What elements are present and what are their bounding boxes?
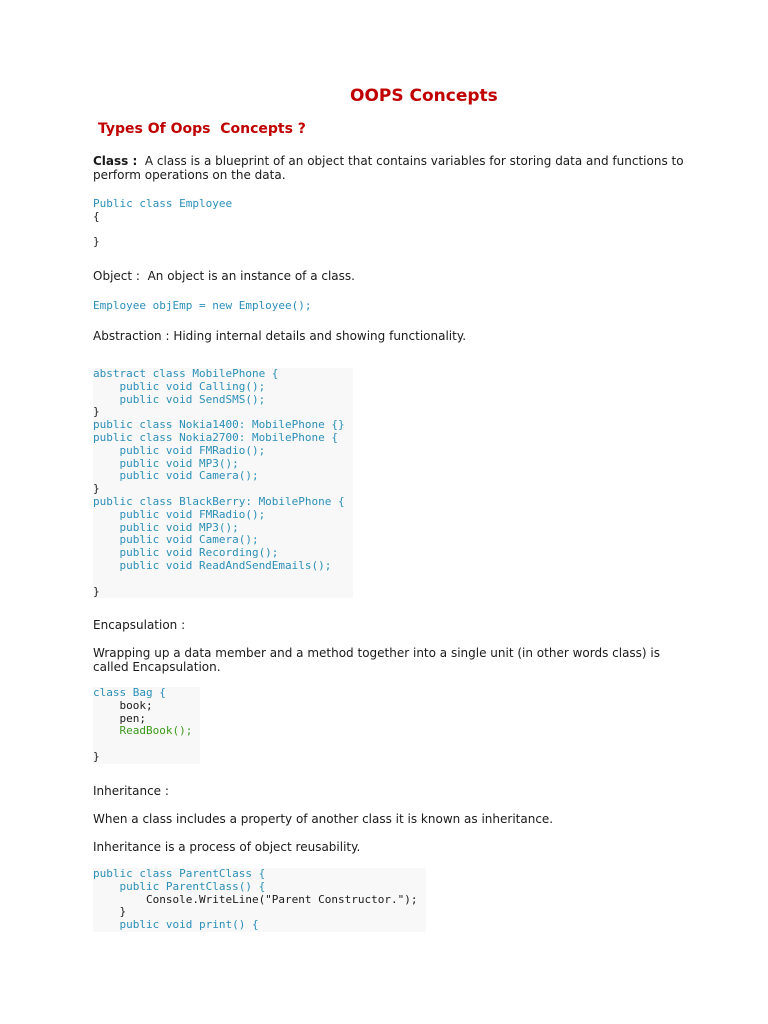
object-definition: Object : An object is an instance of a class. <box>93 269 355 283</box>
class-code-block <box>93 198 232 249</box>
inheritance-heading: Inheritance : <box>93 784 169 798</box>
abstraction-definition: Abstraction : Hiding internal details and showing functionality. <box>93 329 467 343</box>
encapsulation-code-block <box>93 687 200 764</box>
encapsulation-definition <box>93 647 693 674</box>
class-text-line2: perform operations on the data. <box>93 167 286 182</box>
encapsulation-heading: Encapsulation : <box>93 618 186 632</box>
code-line: public void SendSMS(); <box>93 392 266 406</box>
abstraction-code-block <box>93 368 353 598</box>
encapsulation-text-line2: called Encapsulation. <box>93 659 221 674</box>
code-line <box>93 738 192 751</box>
code-line: public class Nokia1400: MobilePhone {} <box>93 418 345 432</box>
class-text-line1: A class is a blueprint of an object that contains variables for storing data and functions to <box>137 154 684 168</box>
class-definition <box>93 155 693 182</box>
code-line <box>93 224 232 237</box>
code-line: ReadBook(); <box>93 724 193 738</box>
code-line: Console.WriteLine("Parent Constructor."); <box>93 892 418 906</box>
code-line: public void Camera(); <box>93 469 259 483</box>
inheritance-code-block <box>93 868 426 932</box>
code-line: abstract class MobilePhone { <box>93 367 279 380</box>
code-line: public void FMRadio(); <box>93 507 266 521</box>
code-line: Employee objEmp = new Employee(); <box>93 299 312 312</box>
code-line <box>93 573 345 586</box>
code-line: public void Calling(); <box>93 379 266 393</box>
code-line: } <box>93 482 100 496</box>
object-code-block <box>93 300 312 313</box>
code-line: } <box>93 749 100 763</box>
code-line: { <box>93 209 100 223</box>
encapsulation-text-line1: Wrapping up a data member and a method together into a single unit (in other words class) is <box>93 646 661 660</box>
code-line: public void MP3(); <box>93 456 239 470</box>
code-line: pen; <box>93 711 146 725</box>
code-line: public void Camera(); <box>93 533 259 547</box>
code-line: Public class Employee <box>93 197 233 210</box>
code-line: public void FMRadio(); <box>93 443 266 457</box>
code-line: public void print() { <box>93 918 259 932</box>
code-line: } <box>93 905 127 919</box>
code-line: public class ParentClass { <box>93 867 266 880</box>
code-line: public void ReadAndSendEmails(); <box>93 558 332 572</box>
code-line: public ParentClass() { <box>93 879 266 893</box>
code-line: public void MP3(); <box>93 520 239 534</box>
code-line: book; <box>93 698 153 712</box>
inheritance-definition: When a class includes a property of another class it is known as inheritance. <box>93 812 554 826</box>
code-line: } <box>93 584 100 598</box>
inheritance-reusability: Inheritance is a process of object reusability. <box>93 840 361 854</box>
code-line: public void Recording(); <box>93 546 279 560</box>
code-line: public class BlackBerry: MobilePhone { <box>93 494 345 508</box>
page-subtitle: Types Of Oops Concepts ? <box>98 121 306 137</box>
code-line: } <box>93 405 100 419</box>
code-line: class Bag { <box>93 686 166 699</box>
page-title: OOPS Concepts <box>350 86 498 106</box>
class-term: Class : <box>93 154 138 168</box>
code-line: public class Nokia2700: MobilePhone { <box>93 430 339 444</box>
code-line: } <box>93 235 100 249</box>
